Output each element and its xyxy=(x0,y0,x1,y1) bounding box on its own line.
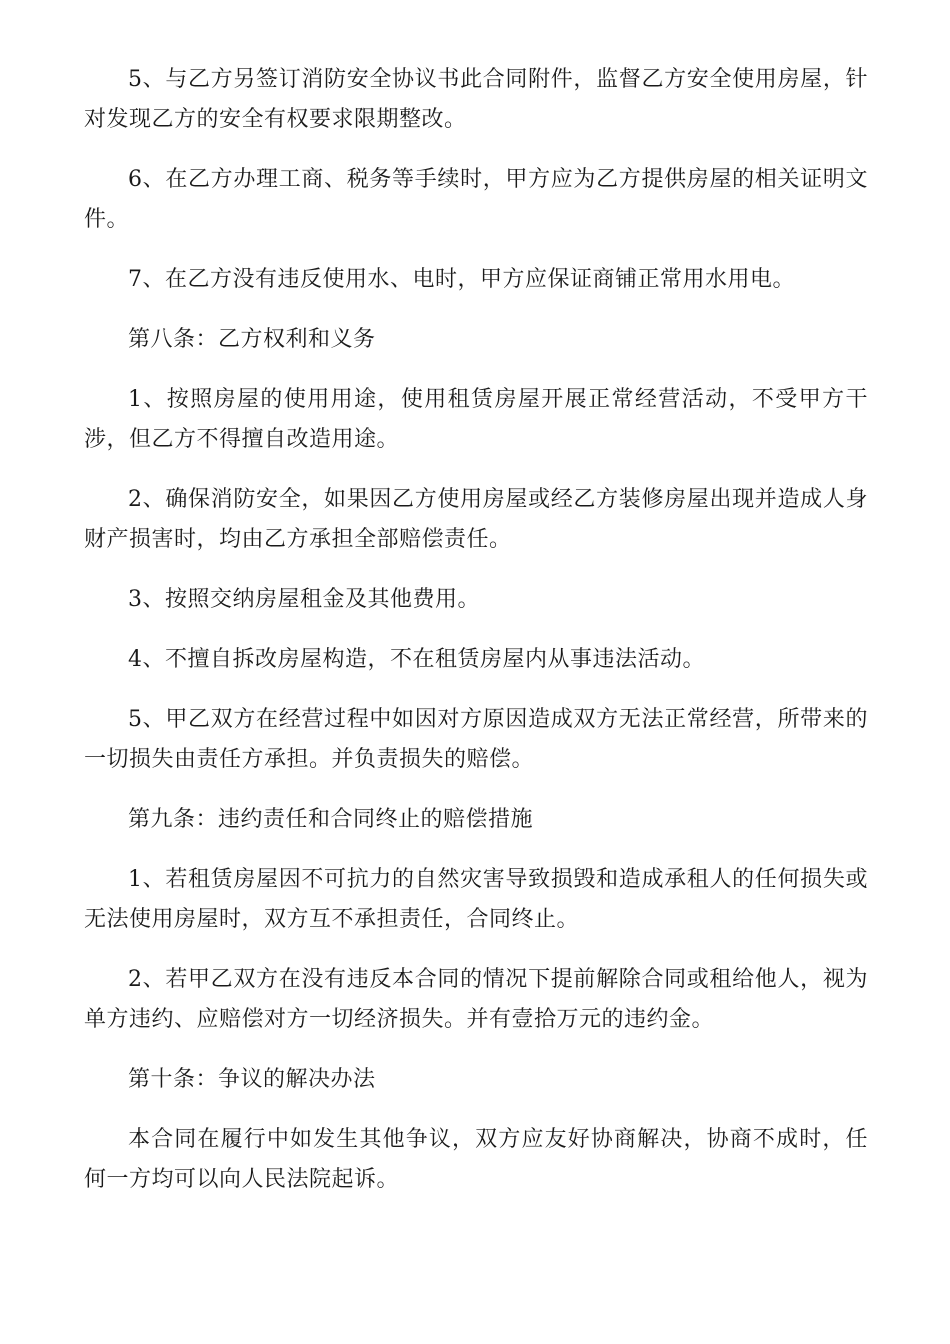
paragraph-tenant-clause-1: 1、按照房屋的使用用途，使用租赁房屋开展正常经营活动，不受甲方干涉，但乙方不得擅自改造用途。 xyxy=(84,387,868,452)
paragraph-tenant-clause-5: 5、甲乙双方在经营过程中如因对方原因造成双方无法正常经营，所带来的一切损失由责任方承担。并负责损失的赔偿。 xyxy=(84,707,868,772)
paragraph-tenant-clause-2: 2、确保消防安全，如果因乙方使用房屋或经乙方装修房屋出现并造成人身财产损害时，均由乙方承担全部赔偿责任。 xyxy=(84,487,868,552)
paragraph-tenant-clause-4: 4、不擅自拆改房屋构造，不在租赁房屋内从事违法活动。 xyxy=(128,647,705,672)
paragraph-landlord-clause-5: 5、与乙方另签订消防安全协议书此合同附件，监督乙方安全使用房屋，针对发现乙方的安全有权要求限期整改。 xyxy=(84,67,868,132)
paragraph-dispute-resolution: 本合同在履行中如发生其他争议，双方应友好协商解决，协商不成时，任何一方均可以向人民法院起诉。 xyxy=(84,1127,868,1192)
section-heading-article-9: 第九条：违约责任和合同终止的赔偿措施 xyxy=(128,807,534,832)
paragraph-breach-clause-2: 2、若甲乙双方在没有违反本合同的情况下提前解除合同或租给他人，视为单方违约、应赔偿对方一切经济损失。并有壹拾万元的违约金。 xyxy=(84,967,868,1032)
paragraph-landlord-clause-6: 6、在乙方办理工商、税务等手续时，甲方应为乙方提供房屋的相关证明文件。 xyxy=(84,167,868,232)
paragraph-landlord-clause-7: 7、在乙方没有违反使用水、电时，甲方应保证商铺正常用水用电。 xyxy=(128,267,795,292)
document-page xyxy=(84,60,868,1220)
paragraph-breach-clause-1: 1、若租赁房屋因不可抗力的自然灾害导致损毁和造成承租人的任何损失或无法使用房屋时，双方互不承担责任，合同终止。 xyxy=(84,867,868,932)
section-heading-article-8: 第八条：乙方权利和义务 xyxy=(128,327,376,352)
paragraph-tenant-clause-3: 3、按照交纳房屋租金及其他费用。 xyxy=(128,587,480,612)
section-heading-article-10: 第十条：争议的解决办法 xyxy=(128,1067,376,1092)
